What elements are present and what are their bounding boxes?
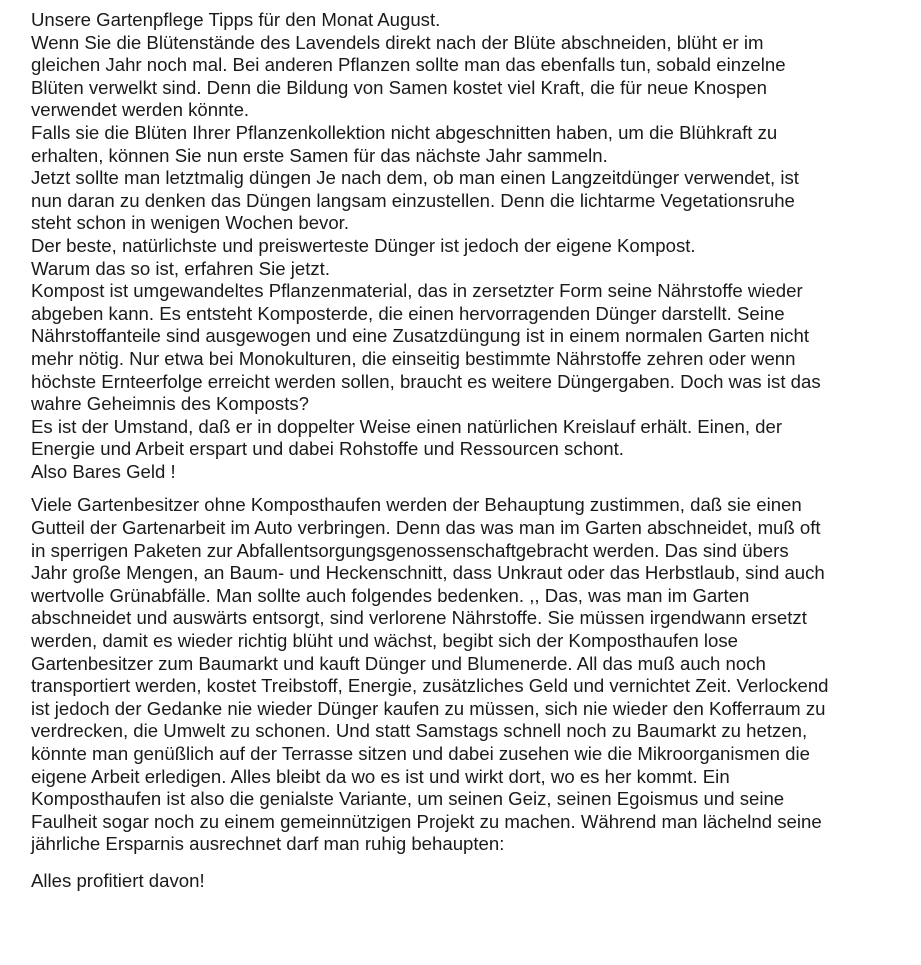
text-line: werden, damit es wieder richtig blüht und wächst, begibt sich der Komposthaufen lose [31,630,738,652]
text-line: Warum das so ist, erfahren Sie jetzt. [31,257,330,279]
text-line: Blüten verwelkt sind. Denn die Bildung von Samen kostet viel Kraft, die für neue Knospen [31,76,767,98]
text-line: höchste Ernteerfolge erreicht werden sollen, braucht es weitere Düngergaben. Doch was ist das [31,370,821,392]
text-line: Energie und Arbeit erspart und dabei Rohstoffe und Ressourcen schont. [31,438,624,460]
text-line: abgeben kann. Es entsteht Komposterde, die einen hervorragenden Dünger darstellt. Seine [31,302,785,324]
text-line: Viele Gartenbesitzer ohne Komposthaufen werden der Behauptung zustimmen, daß sie einen [31,494,802,516]
text-line: steht schon in wenigen Wochen bevor. [31,212,350,234]
text-line: abschneidet und auswärts entsorgt, sind verlorene Nährstoffe. Sie müssen irgendwann ersetzt [31,607,807,629]
closing-line: Alles profitiert davon! [31,869,205,891]
text-line: verdrecken, die Umwelt zu schonen. Und statt Samstags schnell noch zu Baumarkt zu hetzen, [31,720,808,742]
text-line: wertvolle Grünabfälle. Man sollte auch folgendes bedenken. ,, Das, was man im Garten [31,584,750,606]
text-line: ist jedoch der Gedanke nie wieder Dünger kaufen zu müssen, sich nie wieder den Kofferraum zu [31,697,826,719]
text-line: nun daran zu denken das Düngen langsam einzustellen. Denn die lichtarme Vegetationsruhe [31,189,795,211]
text-line: Jetzt sollte man letztmalig düngen Je nach dem, ob man einen Langzeitdünger verwendet, ist [31,167,799,189]
document-page [31,9,921,893]
text-line: Also Bares Geld ! [31,460,176,482]
text-line: Jahr große Mengen, an Baum- und Heckenschnitt, dass Unkraut oder das Herbstlaub, sind auch [31,562,825,584]
text-line: in sperrigen Paketen zur Abfallentsorgungsgenossenschaftgebracht werden. Das sind übers [31,539,789,561]
section-compost-benefits [31,494,921,856]
text-line: eigene Arbeit erledigen. Alles bleibt da wo es ist und wirkt dort, wo es her kommt. Ein [31,765,730,787]
text-line: erhalten, können Sie nun erste Samen für das nächste Jahr sammeln. [31,144,608,166]
text-line: Wenn Sie die Blütenstände des Lavendels direkt nach der Blüte abschneiden, blüht er im [31,31,764,53]
text-line: Der beste, natürlichste und preiswerteste Dünger ist jedoch der eigene Kompost. [31,234,696,256]
text-line: Gartenbesitzer zum Baumarkt und kauft Dünger und Blumenerde. All das muß auch noch [31,652,766,674]
text-line: Nährstoffanteile sind ausgewogen und eine Zusatzdüngung ist in einem normalen Garten nicht [31,325,809,347]
text-line: Gutteil der Gartenarbeit im Auto verbringen. Denn das was man im Garten abschneidet, muß oft [31,517,821,539]
paragraph-spacer [31,483,921,494]
text-line: gleichen Jahr noch mal. Bei anderen Pflanzen sollte man das ebenfalls tun, sobald einzelne [31,54,786,76]
text-line: transportiert werden, kostet Treibstoff, Energie, zusätzliches Geld und vernichtet Zeit. Verlockend [31,675,829,697]
text-line: verwendet werden könnte. [31,99,250,121]
text-line: Komposthaufen ist also die genialste Variante, um seinen Geiz, seinen Egoismus und seine [31,788,785,810]
text-line: Falls sie die Blüten Ihrer Pflanzenkollektion nicht abgeschnitten haben, um die Blühkraft zu [31,121,778,143]
text-line: mehr nötig. Nur etwa bei Monokulturen, die einseitig bestimmte Nährstoffe zehren oder wenn [31,347,796,369]
text-line: jährliche Ersparnis ausrechnet darf man ruhig behaupten: [31,833,505,855]
document-title: Unsere Gartenpflege Tipps für den Monat August. [31,9,441,30]
text-line: könnte man genüßlich auf der Terrasse sitzen und dabei zusehen wie die Mikroorganismen die [31,743,810,764]
text-line: wahre Geheimnis des Komposts? [31,393,310,415]
text-line: Faulheit sogar noch zu einem gemeinnützigen Projekt zu machen. Während man lächelnd seine [31,810,822,832]
text-line: Kompost ist umgewandeltes Pflanzenmaterial, das in zersetzter Form seine Nährstoffe wieder [31,280,803,302]
paragraph-spacer [31,856,921,870]
text-line: Es ist der Umstand, daß er in doppelter Weise einen natürlichen Kreislauf erhält. Einen, der [31,415,783,437]
section-august-tips [31,9,921,483]
